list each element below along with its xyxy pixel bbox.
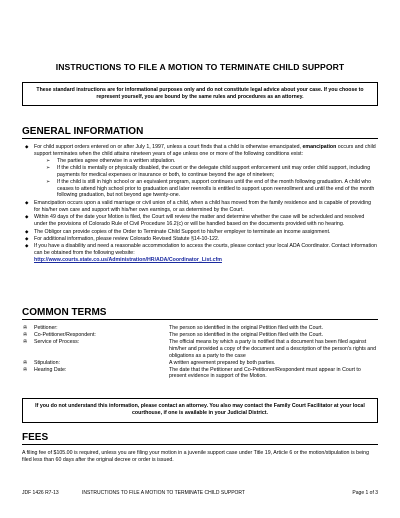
- fees-heading: FEES: [22, 432, 378, 445]
- footer-title: INSTRUCTIONS TO FILE A MOTION TO TERMINATE CHILD SUPPORT: [82, 490, 245, 496]
- term-label: ✇ Co-Petitioner/Respondent:: [22, 332, 169, 339]
- sub-item-high-school: ➢ If the child is still in high school or an equivalent program, support continues until the end of the month following graduation. A child who ceases to attend high school prior to graduation and later reenrolls is entitled to support upon reenrollment and until the end of the month following graduation, but not beyond age twenty-one.: [44, 179, 378, 200]
- term-row: [22, 325, 378, 332]
- term-definition: The person so identified in the original Petition filed with the Court.: [169, 325, 324, 331]
- term-label: ✇ Hearing Date:: [22, 367, 169, 381]
- term-definition: The person so identified in the original Petition filed with the Court.: [169, 331, 324, 338]
- fees-text: A filing fee of $105.00 is required, unless you are filing your motion in a juvenile support case under Title 19, Article 6 or the motion/stipulation is being filed less than 60 days after the original decree or order is issued.: [22, 450, 369, 463]
- term-definition: The official means by which a party is notified that a document has been filed against him/her and provided a copy of the document and a description of the person's rights and obligations as a party to the case: [169, 338, 377, 359]
- bullet-ada: ◆ If you have a disability and need a reasonable accommodation to access the courts, please contact your local ADA Coordinator. Contact information can be obtained from the following website: http://www.courts.state.co.us/Administration/HR/ADA/Coordinator_List.cfm: [22, 243, 378, 264]
- footer-form-id: JDF 1426 R7-13: [22, 490, 59, 496]
- term-label: ✇ Stipulation:: [22, 360, 169, 367]
- sub-item-stipulation: ➢ The parties agree otherwise in a written stipulation.: [44, 158, 378, 165]
- common-terms-heading: COMMON TERMS: [22, 307, 378, 320]
- term-definition: The date that the Petitioner and Co-Petitioner/Respondent must appear in Court to present evidence in support of the Motion.: [169, 366, 361, 380]
- disclaimer-notice: These standard instructions are for informational purposes only and do not constitute legal advice about your case. If you choose to represent yourself, you are bound by the same rules and procedures as an attorney.: [22, 82, 378, 106]
- term-row: [22, 367, 378, 381]
- sub-item-disability: ➢ If the child is mentally or physically disabled, the court or the delegate child support enforcement unit may order child support, including payments for medical expenses or insurance or both, to continue beyond the age of nineteen;: [44, 165, 378, 179]
- document-title: INSTRUCTIONS TO FILE A MOTION TO TERMINATE CHILD SUPPORT: [55, 62, 345, 72]
- bullet-statute: ◆ For additional information, please review Colorado Revised Statute §14-10-122.: [22, 236, 378, 243]
- term-label: ✇ Petitioner:: [22, 325, 169, 332]
- bullet-emancipation-marriage: ◆ Emancipation occurs upon a valid marriage or civil union of a child, when a child has moved from the family residence and is capable of providing for his/her own care and support with his/her own earnings, or as determined by the Court.: [22, 200, 378, 214]
- common-terms-list: [22, 325, 378, 380]
- bullet-emancipation-age: ◆ For child support orders entered on or after July 1, 1997, unless a court finds that a child is otherwise emancipated, emancipation occurs and child support terminates when the child attains nineteen years of age unless one or more of the following conditions exist: ➢ The parties agree otherwise in a written stipulation. ➢ If the child is mentally or physically disabled, the court or the delegate child support enforcement unit may order child support, including payments for medical expenses or insurance or both, to continue beyond the age of nineteen; ➢ If the child is still in high school or an equivalent program, support continues until the end of the month following graduation. A child who ceases to attend high school prior to graduation and later reenrolls is entitled to support upon reenrollment and until the end of the month following graduation, but not beyond age twenty-one.: [22, 144, 378, 199]
- term-row: [22, 339, 378, 360]
- bullet-obligor-copies: ◆ The Obligor can provide copies of the Order to Terminate Child Support to his/her employer to terminate an income assignment.: [22, 229, 378, 236]
- footer-page-number: Page 1 of 3: [352, 490, 378, 496]
- term-row: [22, 332, 378, 339]
- term-label: ✇ Service of Process:: [22, 339, 169, 360]
- term-row: [22, 360, 378, 367]
- page-footer: [22, 490, 378, 496]
- general-information-heading: GENERAL INFORMATION: [22, 126, 378, 139]
- general-information-body: [22, 144, 378, 265]
- contact-attorney-notice: If you do not understand this information, please contact an attorney. You also may contact the Family Court Facilitator at your local courthouse, if one is available in your Judicial District.: [22, 398, 378, 423]
- term-definition: A written agreement prepared by both parties.: [169, 359, 276, 366]
- ada-coordinator-link[interactable]: http://www.courts.state.co.us/Administration/HR/ADA/Coordinator_List.cfm: [34, 257, 222, 264]
- bullet-49-days-review: ◆ Within 49 days of the date your Motion is filed, the Court will review the matter and determine whether the case will be scheduled and resolved under the provisions of Colorado Rule of Civil Procedure 16.2(c) or will be handled based on the documents provided with no hearing.: [22, 214, 378, 228]
